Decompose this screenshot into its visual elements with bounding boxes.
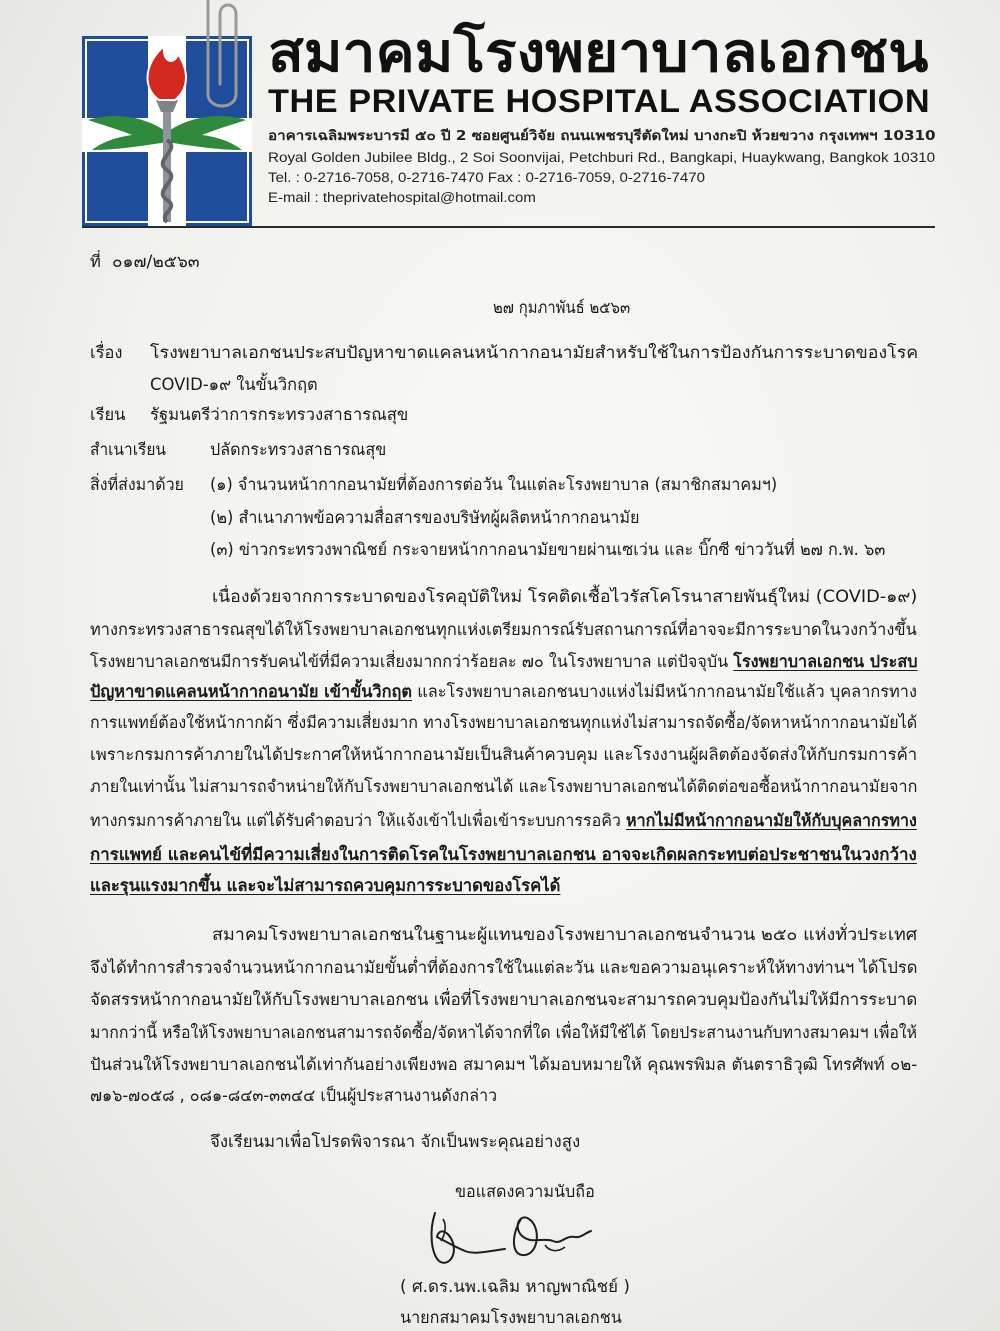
enclosure-number: (๓) [210, 540, 234, 559]
line-text [400, 1307, 622, 1329]
reference-number [112, 251, 200, 273]
line-text [90, 957, 917, 979]
line-text [268, 22, 928, 84]
line-text [210, 507, 640, 529]
body-text: ปันส่วนให้โรงพยาบาลเอกชนได้เท่ากันอย่างเพียงพอ สมาคมฯ ได้มอบหมายให้ คุณพรพิมล ตันตราธิวุฒิ โทรศัพท์ ๐๒- [90, 1055, 918, 1074]
body-text: จึงได้ทำการสำรวจจำนวนหน้ากากอนามัยขั้นต่ำที่ต้องการใช้ในแต่ละวัน และขอความอนุเคราะห์ให้ทางท่านฯ ได้โปรด [90, 958, 918, 977]
emphasized-text: หากไม่มีหน้ากากอนามัยให้กับบุคลากรทาง [626, 811, 917, 830]
body-line [90, 989, 917, 1011]
line-text [90, 1085, 497, 1107]
letter-date [493, 297, 630, 319]
line-text [90, 712, 917, 734]
line-text [90, 439, 166, 461]
body-line [90, 619, 917, 641]
signatory-name-text: ( ศ.ดร.นพ.เฉลิม หาญพาณิชย์ ) [400, 1277, 630, 1296]
subject-label [90, 342, 130, 364]
subject-text: COVID-๑๙ ในขั้นวิกฤต [150, 375, 318, 394]
body-line [212, 924, 917, 946]
cc-value [210, 439, 386, 461]
body-line [90, 1022, 917, 1044]
reference-label-text: ที่ [90, 252, 101, 271]
body-line [90, 1085, 497, 1107]
reference-number-text: ๐๑๗/๒๕๖๓ [112, 252, 200, 271]
body-text: ๗๑๖-๗๐๕๘ , ๐๘๑-๘๔๓-๓๓๔๔ เป็นผู้ประสานงานดังกล่าว [90, 1086, 498, 1105]
body-text: โรงพยาบาลเอกชนมีการรับคนไข้ที่มีความเสี่ยงมากกว่าร้อยละ ๗๐ ในโรงพยาบาล แต่ปัจจุบัน [90, 652, 734, 671]
signatory-name [400, 1276, 630, 1298]
closing-regards [455, 1181, 595, 1203]
line-text [90, 1054, 917, 1076]
line-text [210, 474, 777, 496]
enclosure-text: สำเนาภาพข้อความสื่อสารของบริษัทผู้ผลิตหน้ากากอนามัย [238, 508, 640, 527]
address-english [268, 148, 935, 168]
closing-request-text: จึงเรียนมาเพื่อโปรดพิจารณา จักเป็นพระคุณอย่างสูง [210, 1132, 581, 1151]
line-text [90, 810, 917, 832]
subject-line [150, 374, 318, 396]
recipient-value-text: รัฐมนตรีว่าการกระทรวงสาธารณสุข [150, 405, 409, 424]
line-text [210, 539, 885, 561]
line-text [268, 84, 930, 118]
body-text: จัดสรรหน้ากากอนามัยให้กับโรงพยาบาลเอกชน เพื่อที่โรงพยาบาลเอกชนจะสามารถควบคุมป้องกันไม่ให้มีการระบาด [90, 990, 918, 1009]
contact-numbers [268, 168, 705, 188]
line-text [150, 404, 408, 426]
emphasized-text: ปัญหาขาดแคลนหน้ากากอนามัย เข้าขั้นวิกฤต [90, 682, 413, 701]
line-text [493, 297, 630, 319]
body-line [90, 776, 917, 798]
line-text [150, 374, 318, 396]
closing-request [210, 1131, 580, 1153]
recipient-label [90, 404, 130, 426]
line-text [210, 1131, 580, 1153]
body-line [90, 651, 917, 673]
enclosure-number: (๑) [210, 475, 233, 494]
body-line [90, 957, 917, 979]
enclosures-label-text: สิ่งที่ส่งมาด้วย [90, 475, 184, 494]
header-divider [82, 226, 935, 228]
line-text [210, 439, 386, 461]
line-text [90, 1022, 917, 1044]
email-address [268, 188, 536, 208]
cc-label-text: สำเนาเรียน [90, 440, 166, 459]
enclosure-item [210, 507, 640, 529]
address-thai [268, 126, 936, 146]
body-text: ทางกระทรวงสาธารณสุขได้ให้โรงพยาบาลเอกชนทุกแห่งเตรียมการณ์รับสถานการณ์ที่อาจจะมีการระบาดในวงกว้างขึ้น [90, 620, 917, 639]
line-text [268, 188, 536, 208]
enclosure-text: จำนวนหน้ากากอนามัยที่ต้องการต่อวัน ในแต่ละโรงพยาบาล (สมาชิกสมาคมฯ) [237, 475, 778, 494]
line-text [90, 875, 560, 897]
subject-label-text: เรื่อง [90, 343, 123, 362]
body-line [90, 1054, 917, 1076]
cc-value-text: ปลัดกระทรวงสาธารณสุข [210, 440, 387, 459]
association-name-thai [268, 22, 928, 84]
name-english-text: THE PRIVATE HOSPITAL ASSOCIATION [268, 83, 931, 119]
body-line [90, 744, 917, 766]
enclosures-label [90, 474, 184, 496]
line-text [90, 251, 101, 273]
line-text [90, 619, 917, 641]
line-text [112, 251, 200, 273]
line-text [90, 651, 917, 673]
line-text [90, 989, 917, 1011]
recipient-label-text: เรียน [90, 405, 126, 424]
signatory-position-text: นายกสมาคมโรงพยาบาลเอกชน [400, 1308, 622, 1327]
body-line [90, 712, 917, 734]
subject-line [150, 342, 918, 364]
line-text [455, 1181, 595, 1203]
cc-label [90, 439, 166, 461]
address-thai-text: อาคารเฉลิมพระบารมี ๕๐ ปี 2 ซอยศูนย์วิจัย ถนนเพชรบุรีตัดใหม่ บางกะปิ ห้วยขวาง กรุงเทพฯ 10310 [268, 128, 936, 144]
reference-label [90, 251, 114, 273]
body-text: ทางกรมการค้าภายใน แต่ได้รับคำตอบว่า ให้แจ้งเข้าไปเพื่อเข้าระบบการรอคิว [90, 811, 627, 830]
emphasized-text: และรุนแรงมากขึ้น และจะไม่สามารถควบคุมการระบาดของโรคได้ [90, 876, 561, 895]
enclosure-text: ข่าวกระทรวงพาณิชย์ กระจายหน้ากากอนามัยขายผ่านเซเว่น และ บิ๊กซี ข่าววันที่ ๒๗ ก.พ. ๖๓ [238, 540, 886, 559]
body-text: สมาคมโรงพยาบาลเอกชนในฐานะผู้แทนของโรงพยาบาลเอกชนจำนวน ๒๕๐ แห่งทั่วประเทศ [212, 925, 918, 944]
contact-text: Tel. : 0-2716-7058, 0-2716-7470 Fax : 0-2716-7059, 0-2716-7470 [268, 170, 706, 185]
enclosure-number: (๒) [210, 508, 234, 527]
line-text [268, 168, 705, 188]
body-line [90, 810, 917, 832]
line-text [90, 744, 917, 766]
line-text [212, 924, 917, 946]
closing-regards-text: ขอแสดงความนับถือ [455, 1182, 595, 1201]
signatory-position [400, 1307, 622, 1329]
line-text [400, 1276, 630, 1298]
line-text [90, 342, 122, 364]
body-text: ภายในเท่านั้น ไม่สามารถจำหน่ายให้กับโรงพยาบาลเอกชนได้ และโรงพยาบาลเอกชนได้ติดต่อขอซื้อหน้ากากอนามัยจาก [90, 777, 918, 796]
line-text [90, 474, 184, 496]
line-text [212, 586, 917, 608]
body-line [212, 586, 917, 608]
line-text [90, 681, 917, 703]
line-text [268, 148, 935, 168]
paper-clip [192, 0, 248, 115]
line-text [90, 844, 917, 866]
line-text [150, 342, 918, 364]
line-text [90, 776, 917, 798]
body-line [90, 875, 560, 897]
body-text: เพราะกรมการค้าภายในได้ประกาศให้หน้ากากอนามัยเป็นสินค้าควบคุม และโรงงานผู้ผลิตต้องจัดส่งให้กับกรมการค้า [90, 745, 918, 764]
signature [425, 1205, 595, 1267]
recipient-value [150, 404, 408, 426]
emphasized-text: โรงพยาบาลเอกชน ประสบ [733, 652, 918, 671]
line-text [268, 126, 936, 146]
address-english-text: Royal Golden Jubilee Bldg., 2 Soi Soonvijai, Petchburi Rd., Bangkapi, Huaykwang, Bangkok 10310 [268, 150, 936, 165]
body-line [90, 681, 917, 703]
email-text: E-mail : theprivatehospital@hotmail.com [268, 190, 536, 205]
body-line [90, 844, 917, 866]
line-text [90, 404, 125, 426]
association-name-english [268, 84, 930, 118]
body-text: และโรงพยาบาลเอกชนบางแห่งไม่มีหน้ากากอนามัยใช้แล้ว บุคลากรทาง [412, 682, 917, 701]
date-text: ๒๗ กุมภาพันธ์ ๒๕๖๓ [493, 298, 631, 317]
emphasized-text: การแพทย์ และคนไข้ที่มีความเสี่ยงในการติดโรคในโรงพยาบาลเอกชน อาจจะเกิดผลกระทบต่อประชาชนในวงกว้าง [90, 845, 917, 864]
body-text: มากกว่านี้ หรือให้โรงพยาบาลเอกชนสามารถจัดซื้อ/จัดหาได้จากที่ใด เพื่อให้มีใช้ได้ โดยประสานงานกับทางสมาคมฯ เพื่อให้ [90, 1023, 918, 1042]
enclosure-item [210, 474, 777, 496]
enclosure-item [210, 539, 885, 561]
subject-text: โรงพยาบาลเอกชนประสบปัญหาขาดแคลนหน้ากากอนามัยสำหรับใช้ในการป้องกันการระบาดของโรค [150, 343, 919, 362]
name-thai-text: สมาคมโรงพยาบาลเอกชน [268, 21, 929, 84]
body-text: การแพทย์ต้องใช้หน้ากากผ้า ซึ่งมีความเสี่ยงมาก ทางโรงพยาบาลเอกชนทุกแห่งไม่สามารถจัดซื้อ/จัดหาหน้ากากอนามัยได้ [90, 713, 918, 732]
body-text: เนื่องด้วยจากการระบาดของโรคอุบัติใหม่ โรคติดเชื้อไวรัสโคโรนาสายพันธุ์ใหม่ (COVID-๑๙) [212, 587, 918, 606]
